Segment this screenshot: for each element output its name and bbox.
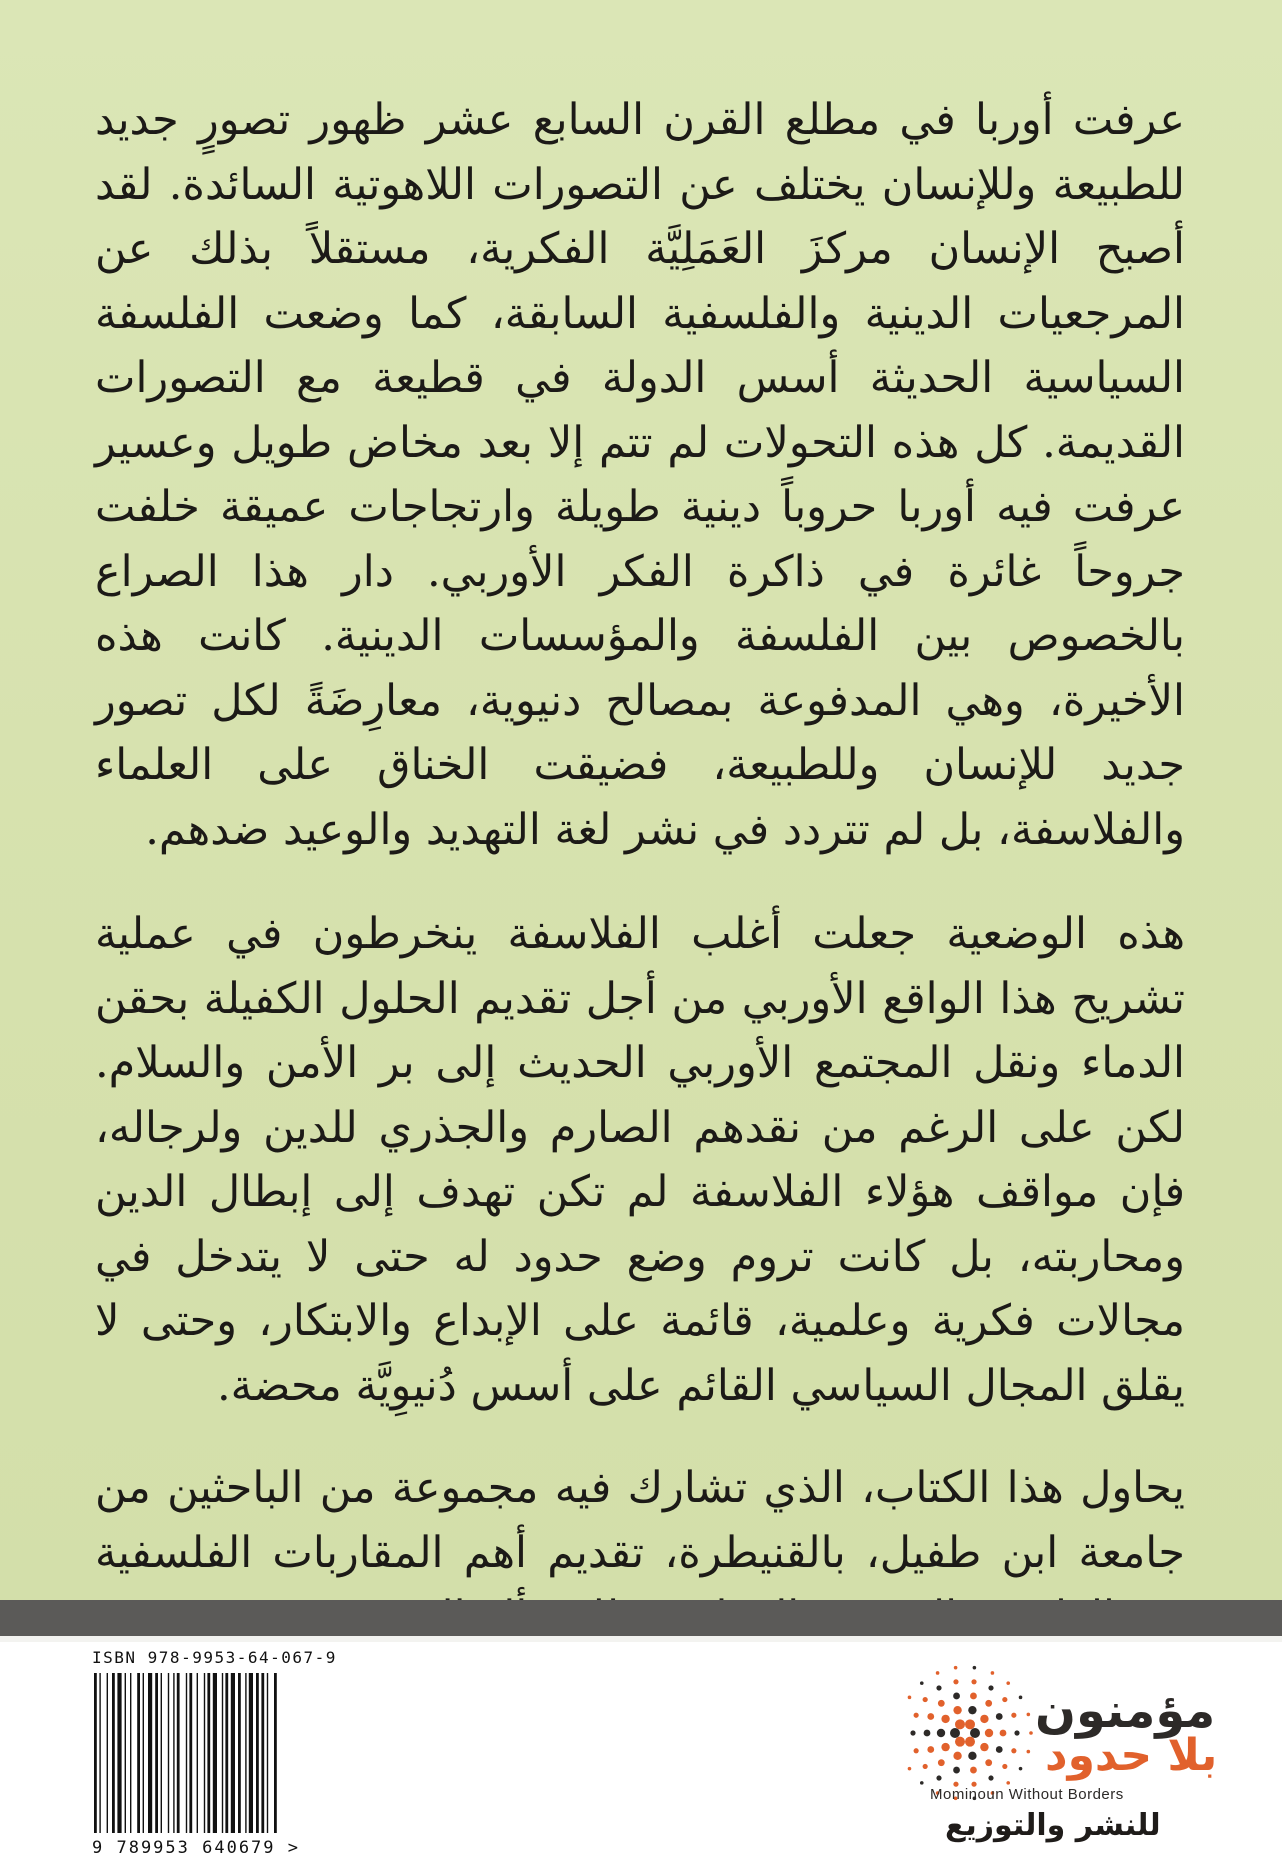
- isbn-label: ISBN 978-9953-64-067-9: [92, 1648, 337, 1667]
- publisher-tagline-ar: للنشر والتوزيع: [945, 1808, 1161, 1843]
- publisher-name-ar-line1: مؤمنون: [1035, 1683, 1216, 1739]
- barcode-digits: 9 789953 640679 >: [92, 1838, 300, 1858]
- publisher-name-ar-line2: بلا حدود: [1045, 1730, 1218, 1781]
- barcode-icon: [92, 1673, 320, 1840]
- blurb-paragraph-2: هذه الوضعية جعلت أغلب الفلاسفة ينخرطون في عملية تشريح هذا الواقع الأوربي من أجل تقديم الحلول الكفيلة بحقن الدماء ونقل المجتمع الأوربي الحديث إلى بر الأمن والسلام. لكن على الرغم من نقدهم الصارم والجذري للدين ولرجاله، فإن مواقف هؤلاء الفلاسفة لم تكن تهدف إلى إبطال الدين ومحاربته، بل كانت تروم وضع حدود له حتى لا يتدخل في مجالات فكرية وعلمية، قائمة على الإبداع والابتكار، وحتى لا يقلق المجال السياسي القائم على أسس دُنيوِيَّة محضة.: [95, 909, 1185, 1411]
- publisher-name-en: Mominoun Without Borders: [930, 1786, 1124, 1803]
- divider-line: [0, 1636, 1282, 1642]
- blurb-paragraph-3: يحاول هذا الكتاب، الذي تشارك فيه مجموعة من الباحثين من جامعة ابن طفيل، بالقنيطرة، تقديم أهم المقاربات الفلسفية: [95, 1463, 1185, 1578]
- gray-divider-stripe: [0, 1600, 1282, 1636]
- blurb-text: [95, 88, 1185, 1690]
- blurb-paragraph-1: عرفت أوربا في مطلع القرن السابع عشر ظهور تصورٍ جديد للطبيعة وللإنسان يختلف عن التصورات اللاهوتية السائدة. لقد أصبح الإنسان مركزَ العَمَلِيَّة الفكرية، مستقلاً بذلك عن المرجعيات الدينية والفلسفية السابقة، كما وضعت الفلسفة السياسية الحديثة أسس الدولة في قطيعة مع التصورات القديمة. كل هذه التحولات لم تتم إلا بعد مخاض طويل وعسير عرفت فيه أوربا حروباً دينية طويلة وارتجاجات عميقة خلفت جروحاً غائرة في ذاكرة الفكر الأوربي. دار هذا الصراع بالخصوص بين الفلسفة والمؤسسات الدينية. كانت هذه الأخيرة، وهي المدفوعة بمصالح دنيوية، معارِضَةً لكل تصور جديد للإنسان وللطبيعة، فضيقت الخناق على العلماء والفلاسفة، بل لم تتردد في نشر لغة التهديد والوعيد ضدهم.: [95, 95, 1185, 855]
